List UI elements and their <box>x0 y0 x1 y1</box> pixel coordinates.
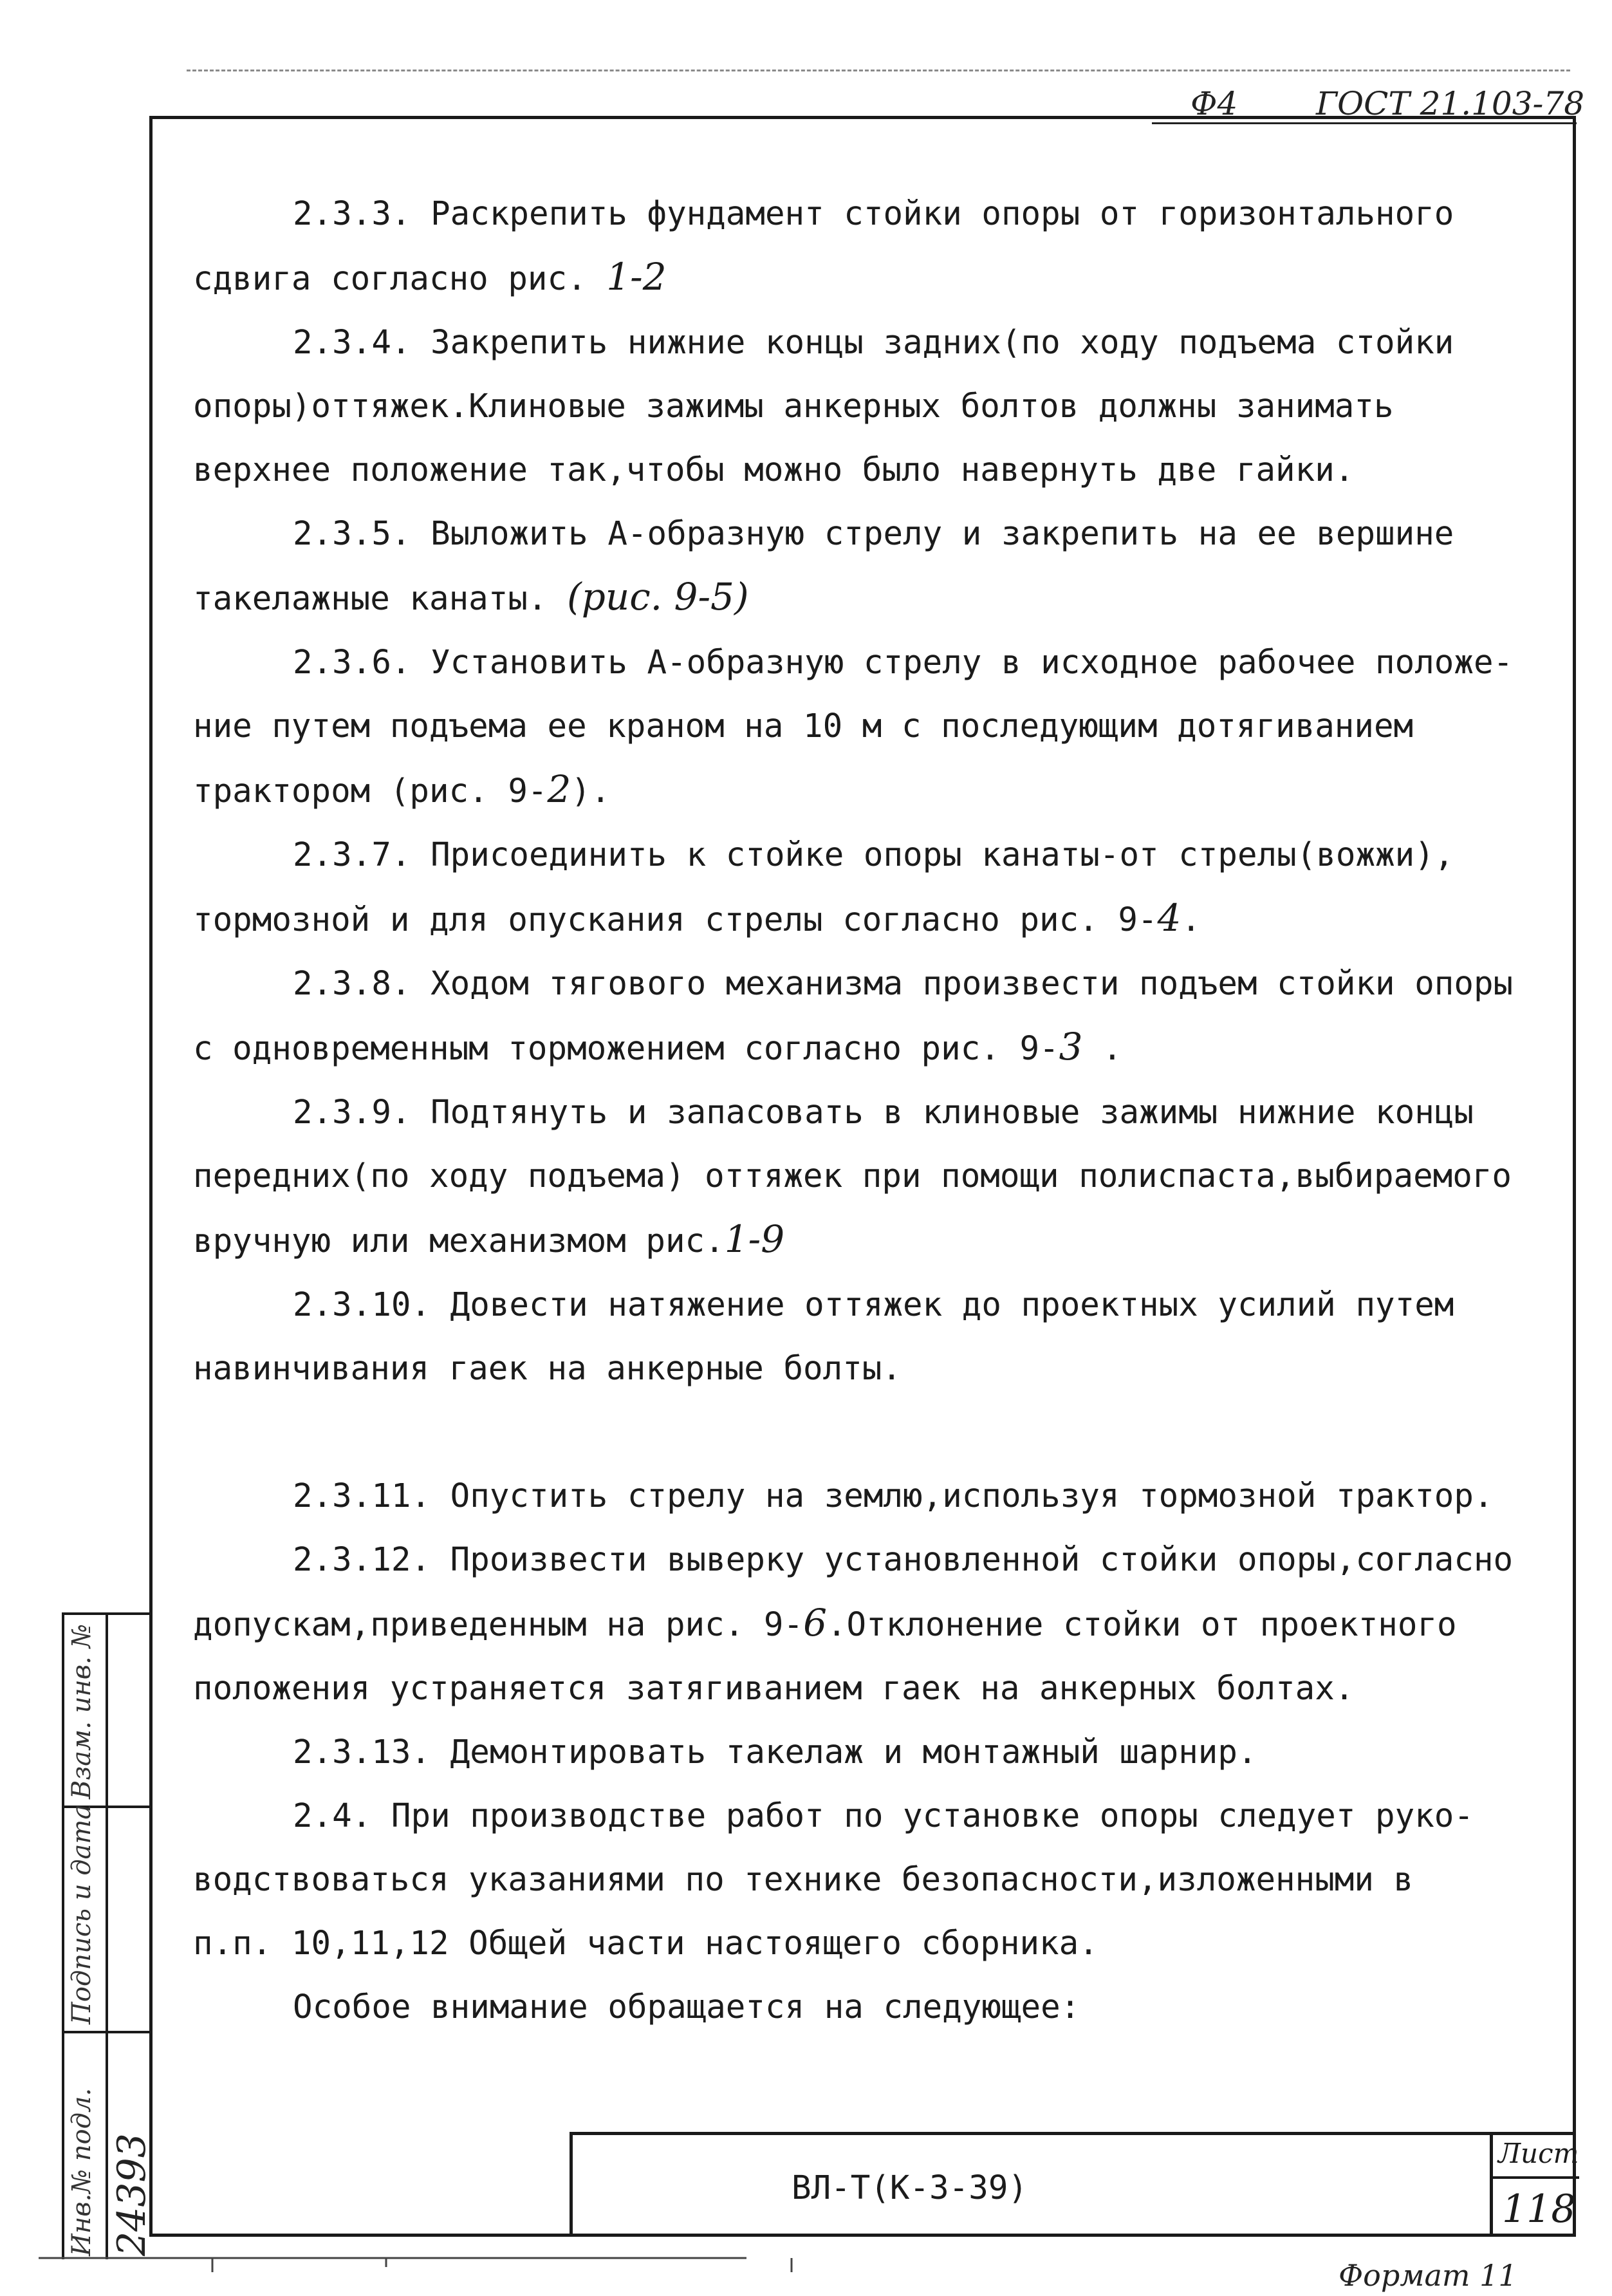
line-text: п.п. 10,11,12 Общей части настоящего сборника. <box>193 1924 1098 1962</box>
text-line <box>193 823 1538 886</box>
text-line <box>193 1720 1538 1784</box>
side-stamp-row-line <box>62 2031 149 2033</box>
line-text: 2.3.6. Установить А-образную стрелу в исходное рабочее положе- <box>293 643 1514 681</box>
line-text: опоры)оттяжек.Клиновые зажимы анкерных болтов должны занимать <box>193 387 1394 425</box>
text-line <box>193 438 1538 501</box>
text-line <box>193 501 1538 565</box>
line-text: с одновременным торможением согласно рис. 9- <box>193 1029 1059 1067</box>
side-stamp <box>62 1612 154 2259</box>
sheet-number: 118 <box>1502 2187 1576 2232</box>
side-stamp-divider <box>106 1612 108 2259</box>
text-line <box>193 1911 1538 1975</box>
line-text: такелажные канаты. <box>193 579 568 617</box>
text-line <box>193 1656 1538 1720</box>
line-text: сдвига согласно рис. <box>193 259 607 297</box>
text-line <box>193 951 1538 1015</box>
line-text: навинчивания гаек на анкерные болты. <box>193 1349 902 1387</box>
line-text: тормозной и для опускания стрелы согласно рис. 9- <box>193 901 1158 938</box>
line-text: ние путем подъема ее краном на 10 м с последующим дотягиванием <box>193 707 1414 745</box>
handwritten-reference: (рис. 9-5) <box>567 575 749 619</box>
line-text: . <box>1082 1029 1122 1067</box>
text-line <box>193 1336 1538 1400</box>
line-text: .Отклонение стойки от проектного <box>826 1605 1457 1643</box>
line-text: вручную или механизмом рис. <box>193 1222 725 1260</box>
line-text: 2.3.5. Выложить А-образную стрелу и закрепить на ее вершине <box>293 514 1454 552</box>
text-line <box>193 1591 1538 1656</box>
inventory-number: 24393 <box>109 2133 154 2256</box>
text-line <box>193 1273 1538 1336</box>
line-text: 2.4. При производстве работ по установке опоры следует руко- <box>293 1797 1474 1834</box>
line-text: ). <box>571 772 611 810</box>
text-line <box>193 886 1538 951</box>
signature-date-label: Подпись и дата <box>67 1804 97 2024</box>
text-line <box>193 1464 1538 1527</box>
handwritten-reference: 1-2 <box>606 255 667 299</box>
line-text: 2.3.4. Закрепить нижние концы задних(по ходу подъема стойки <box>293 323 1454 361</box>
text-line <box>193 758 1538 823</box>
text-line <box>193 1015 1538 1080</box>
bottom-scan-marks <box>39 2253 811 2279</box>
line-text: 2.3.13. Демонтировать такелаж и монтажный шарнир. <box>293 1733 1257 1771</box>
side-stamp-outer-line <box>62 1612 64 2259</box>
handwritten-reference: 2 <box>547 767 571 811</box>
sheet-cell <box>1490 2135 1579 2237</box>
text-line <box>193 245 1538 310</box>
line-text: 2.3.3. Раскрепить фундамент стойки опоры от горизонтального <box>293 194 1454 232</box>
line-text: 2.3.12. Произвести выверку установленной стойки опоры,согласно <box>293 1540 1514 1578</box>
line-text: 2.3.11. Опустить стрелу на землю,используя тормозной трактор. <box>293 1477 1494 1515</box>
text-line <box>193 1527 1538 1591</box>
line-text: положения устраняется затягиванием гаек на анкерных болтах. <box>193 1669 1355 1707</box>
text-line <box>193 630 1538 694</box>
line-text: . <box>1181 901 1201 938</box>
handwritten-reference: 6 <box>803 1601 827 1645</box>
form-mark: Ф4 <box>1190 85 1238 122</box>
text-line <box>193 1847 1538 1911</box>
line-text: передних(по ходу подъема) оттяжек при помощи полиспаста,выбираемого <box>193 1157 1512 1195</box>
document-body <box>193 182 1538 2039</box>
line-text: Особое внимание обращается на следующее: <box>293 1988 1080 2026</box>
handwritten-reference: 4 <box>1157 896 1181 940</box>
format-label: Формат 11 <box>1339 2258 1517 2293</box>
handwritten-reference: 3 <box>1059 1025 1083 1069</box>
title-block <box>570 2132 1579 2237</box>
line-text: водствоваться указаниями по технике безопасности,изложенными в <box>193 1860 1414 1898</box>
text-line <box>193 182 1538 245</box>
text-line <box>193 1784 1538 1847</box>
line-text: верхнее положение так,чтобы можно было навернуть две гайки. <box>193 451 1355 489</box>
handwritten-reference: 1-9 <box>724 1217 785 1261</box>
text-line <box>193 1975 1538 2039</box>
sheet-label: Лист <box>1498 2138 1579 2169</box>
line-text: 2.3.9. Подтянуть и запасовать в клиновые зажимы нижние концы <box>293 1093 1474 1131</box>
standard-reference: ГОСТ 21.103-78 <box>1316 85 1585 122</box>
line-text: 2.3.10. Довести натяжение оттяжек до проектных усилий путем <box>293 1285 1454 1323</box>
text-line <box>193 565 1538 630</box>
sheet-cell-divider <box>1493 2176 1579 2179</box>
line-text: 2.3.8. Ходом тягового механизма произвести подъем стойки опоры <box>293 964 1514 1002</box>
line-text: 2.3.7. Присоединить к стойке опоры канаты-от стрелы(вожжи), <box>293 835 1454 873</box>
replacement-inventory-label: Взам. инв. № <box>67 1623 97 1799</box>
text-line <box>193 1144 1538 1208</box>
line-text: допускам,приведенным на рис. 9- <box>193 1605 804 1643</box>
side-stamp-top-line <box>62 1612 149 1615</box>
inventory-label: Инв.№ подл. <box>67 2087 97 2256</box>
text-line <box>193 694 1538 758</box>
text-line <box>193 1080 1538 1144</box>
line-text: трактором (рис. 9- <box>193 772 548 810</box>
text-line <box>193 310 1538 374</box>
text-line <box>193 374 1538 438</box>
text-line <box>193 1208 1538 1273</box>
document-code: ВЛ-Т(К-3-39) <box>792 2169 1028 2207</box>
top-cut-line <box>187 70 1570 71</box>
paragraph-gap <box>193 1400 1538 1464</box>
